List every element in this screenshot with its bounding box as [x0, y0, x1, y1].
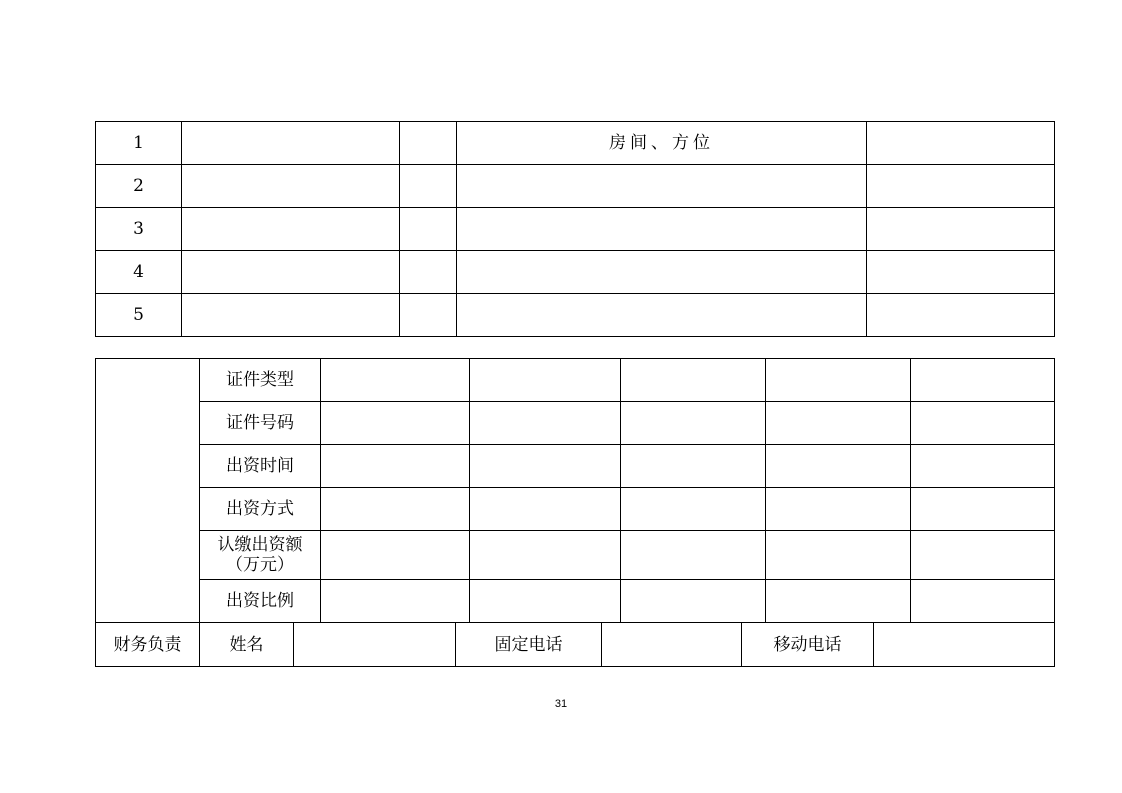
table-cell[interactable] [321, 402, 470, 445]
table-cell[interactable] [400, 208, 457, 251]
row-label: 证件类型 [200, 359, 321, 402]
table-cell[interactable] [621, 359, 766, 402]
table-cell[interactable] [321, 359, 470, 402]
table-cell[interactable] [321, 531, 470, 580]
mobile-label: 移动电话 [742, 623, 874, 667]
landline-label: 固定电话 [456, 623, 602, 667]
finance-contact-table [95, 622, 1055, 667]
table-row [96, 251, 1055, 294]
table-cell[interactable] [470, 580, 621, 623]
table-cell[interactable] [867, 122, 1055, 165]
table-cell[interactable] [621, 445, 766, 488]
table-cell[interactable] [470, 402, 621, 445]
table-cell[interactable] [457, 165, 867, 208]
table-cell[interactable] [470, 445, 621, 488]
row-index: 2 [96, 165, 182, 208]
table-cell[interactable] [321, 445, 470, 488]
table-cell[interactable] [766, 488, 911, 531]
table-row [96, 623, 1055, 667]
table-cell[interactable] [867, 165, 1055, 208]
table-cell[interactable] [621, 488, 766, 531]
row-index: 4 [96, 251, 182, 294]
table-row [96, 294, 1055, 337]
table-cell[interactable] [182, 251, 400, 294]
table-cell[interactable] [911, 580, 1055, 623]
table-cell[interactable] [867, 208, 1055, 251]
table-row [96, 165, 1055, 208]
table-cell[interactable] [766, 445, 911, 488]
table-cell[interactable] [400, 165, 457, 208]
table-row [96, 359, 1055, 402]
landline-field[interactable] [602, 623, 742, 667]
table-row [96, 122, 1055, 165]
table-cell[interactable] [321, 488, 470, 531]
page-number: 31 [554, 698, 568, 710]
table-cell[interactable] [182, 294, 400, 337]
table-row [96, 531, 1055, 580]
row-index: 5 [96, 294, 182, 337]
name-field[interactable] [294, 623, 456, 667]
row-label: 出资方式 [200, 488, 321, 531]
rooms-table [95, 121, 1055, 337]
table-cell[interactable] [766, 580, 911, 623]
table-cell[interactable] [867, 294, 1055, 337]
table-cell[interactable] [911, 531, 1055, 580]
table-cell[interactable] [400, 251, 457, 294]
table-cell[interactable] [766, 531, 911, 580]
table-cell[interactable] [766, 359, 911, 402]
table-row [96, 488, 1055, 531]
table-row [96, 208, 1055, 251]
shareholder-group-cell [96, 359, 200, 623]
table-cell[interactable] [182, 165, 400, 208]
row-label: 出资比例 [200, 580, 321, 623]
table-cell[interactable] [867, 251, 1055, 294]
table-cell[interactable] [911, 402, 1055, 445]
table-cell[interactable] [400, 122, 457, 165]
table-cell[interactable] [400, 294, 457, 337]
table-cell[interactable] [457, 251, 867, 294]
table-cell[interactable] [621, 580, 766, 623]
row-label: 证件号码 [200, 402, 321, 445]
row-label [200, 531, 321, 580]
finance-section-label: 财务负责 [96, 623, 200, 667]
table-cell[interactable] [470, 359, 621, 402]
row-index: 3 [96, 208, 182, 251]
table-cell[interactable] [457, 294, 867, 337]
table-cell[interactable] [470, 531, 621, 580]
room-direction-header: 房间、方位 [457, 122, 867, 165]
table-row [96, 445, 1055, 488]
table-cell[interactable] [457, 208, 867, 251]
table-cell[interactable] [621, 531, 766, 580]
row-label: 出资时间 [200, 445, 321, 488]
table-cell[interactable] [911, 488, 1055, 531]
table-row [96, 580, 1055, 623]
table-cell[interactable] [621, 402, 766, 445]
name-label: 姓名 [200, 623, 294, 667]
table-cell[interactable] [911, 445, 1055, 488]
row-index: 1 [96, 122, 182, 165]
table-cell[interactable] [470, 488, 621, 531]
mobile-field[interactable] [874, 623, 1055, 667]
row-label-line: （万元） [226, 555, 294, 575]
table-cell[interactable] [321, 580, 470, 623]
table-cell[interactable] [911, 359, 1055, 402]
table-cell[interactable] [182, 122, 400, 165]
row-label-line: 认缴出资额 [217, 535, 303, 555]
shareholders-table [95, 358, 1055, 623]
table-row [96, 402, 1055, 445]
table-cell[interactable] [182, 208, 400, 251]
table-cell[interactable] [766, 402, 911, 445]
